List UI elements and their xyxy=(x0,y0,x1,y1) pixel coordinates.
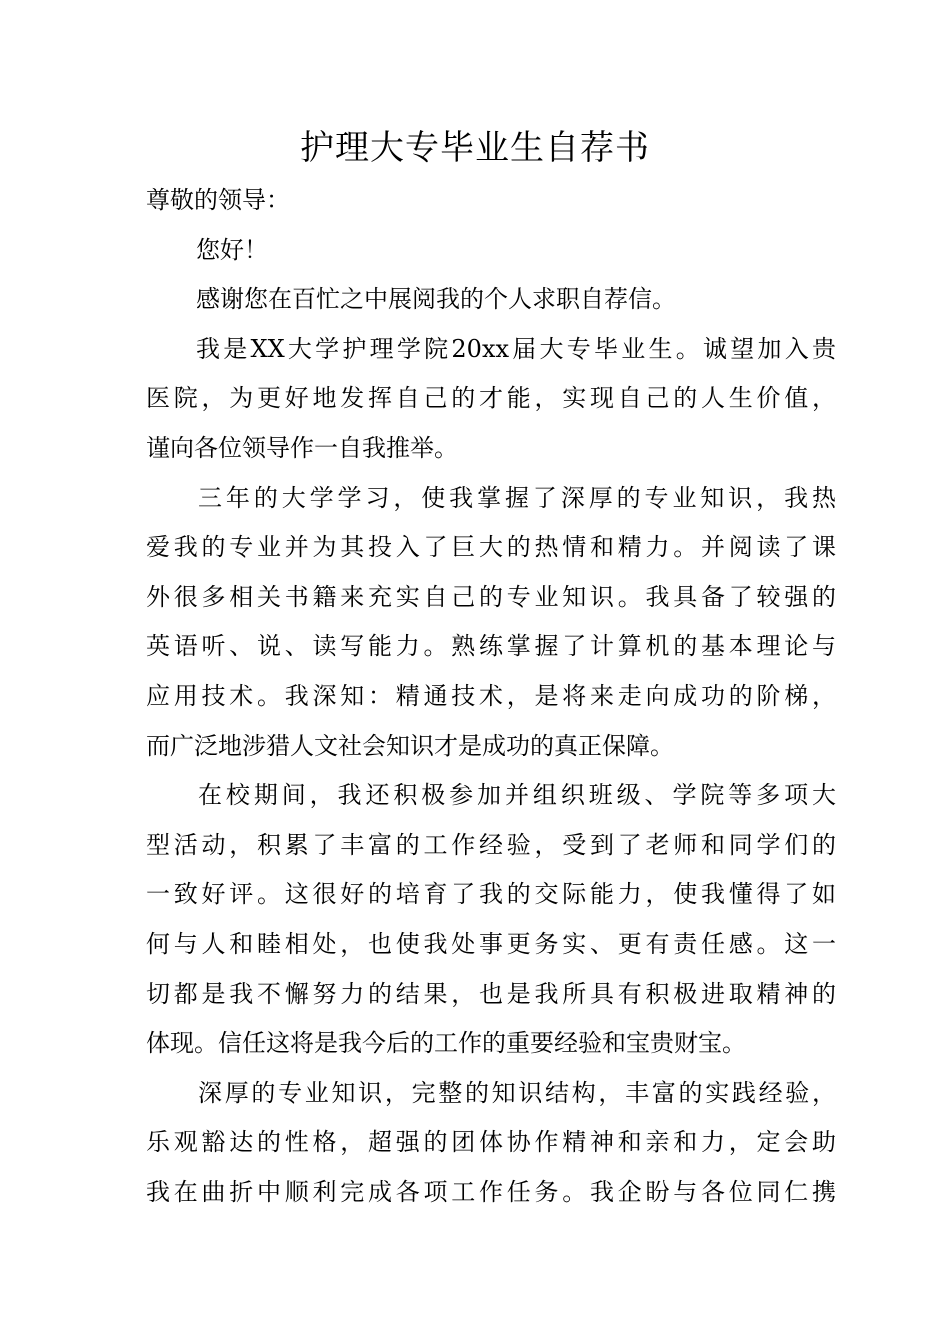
paragraph-line: 谨向各位领导作一自我推举。 xyxy=(146,433,458,462)
greeting: 您好！ xyxy=(196,235,268,264)
salutation: 尊敬的领导： xyxy=(146,186,290,214)
paragraph-line: 医院，为更好地发挥自己的才能，实现自己的人生价值， xyxy=(146,384,836,413)
paragraph-line: 我是XX大学护理学院20xx届大专毕业生。诚望加入贵 xyxy=(196,334,836,363)
paragraph-line: 体现。信任这将是我今后的工作的重要经验和宝贵财宝。 xyxy=(146,1029,746,1058)
paragraph-line: 应用技术。我深知：精通技术，是将来走向成功的阶梯， xyxy=(146,681,836,710)
paragraph-line: 切都是我不懈努力的结果，也是我所具有积极进取精神的 xyxy=(146,979,836,1008)
paragraph-line: 在校期间，我还积极参加并组织班级、学院等多项大 xyxy=(198,781,836,810)
paragraph-line: 外很多相关书籍来充实自己的专业知识。我具备了较强的 xyxy=(146,582,836,611)
paragraph-line: 深厚的专业知识，完整的知识结构，丰富的实践经验， xyxy=(198,1078,836,1107)
document-title: 护理大专毕业生自荐书 xyxy=(300,128,650,168)
letter-body xyxy=(146,176,836,1217)
paragraph-line: 爱我的专业并为其投入了巨大的热情和精力。并阅读了课 xyxy=(146,533,836,562)
paragraph-line: 乐观豁达的性格，超强的团体协作精神和亲和力，定会助 xyxy=(146,1128,836,1157)
paragraph-line: 我在曲折中顺利完成各项工作任务。我企盼与各位同仁携 xyxy=(146,1177,836,1206)
paragraph-line: 型活动，积累了丰富的工作经验，受到了老师和同学们的 xyxy=(146,830,836,859)
paragraph-line: 感谢您在百忙之中展阅我的个人求职自荐信。 xyxy=(196,285,676,314)
paragraph-line: 一致好评。这很好的培育了我的交际能力，使我懂得了如 xyxy=(146,880,836,909)
paragraph-line: 英语听、说、读写能力。熟练掌握了计算机的基本理论与 xyxy=(146,632,836,661)
paragraph-line: 而广泛地涉猎人文社会知识才是成功的真正保障。 xyxy=(146,731,674,760)
paragraph-line: 三年的大学学习，使我掌握了深厚的专业知识，我热 xyxy=(198,483,836,512)
paragraph-line: 何与人和睦相处，也使我处事更务实、更有责任感。这一 xyxy=(146,929,836,958)
